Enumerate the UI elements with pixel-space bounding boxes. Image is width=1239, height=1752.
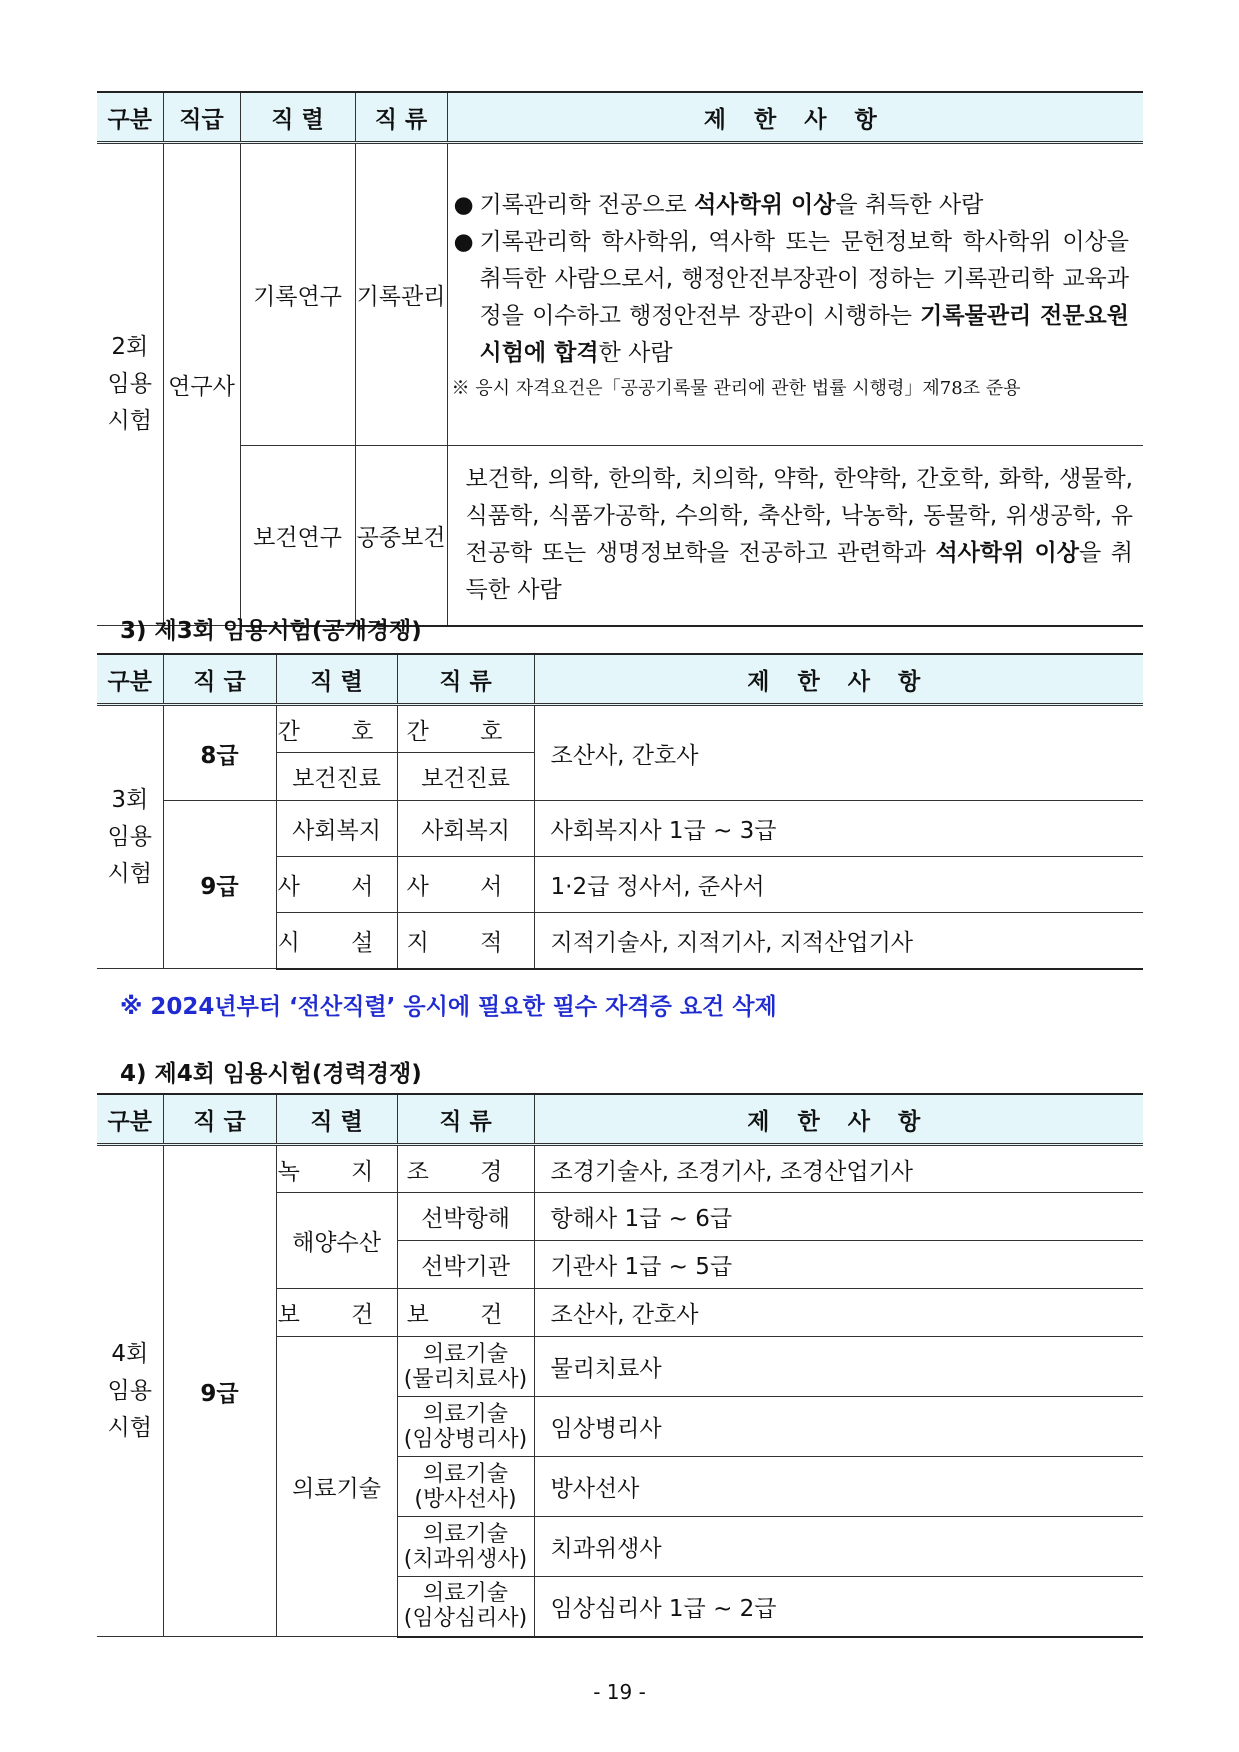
header-restrictions: 제 한 사 항	[534, 1094, 1143, 1145]
table-header-row	[97, 1094, 1143, 1145]
table-4th-exam	[97, 1093, 1143, 1638]
class-cell: 간 호	[397, 705, 534, 753]
class-cell: 조 경	[397, 1145, 534, 1193]
class-line: 의료기술	[422, 1401, 508, 1427]
requirements-cell: 지적기술사, 지적기사, 지적산업기사	[534, 913, 1143, 969]
series-cell: 기록연구	[240, 143, 355, 446]
header-class: 직 류	[397, 654, 534, 705]
series-cell: 시 설	[276, 913, 397, 969]
page-number: - 19 -	[593, 1680, 646, 1704]
class-cell: 선박기관	[397, 1241, 534, 1289]
table-header-row	[97, 654, 1143, 705]
table-row	[97, 801, 1143, 857]
series-cell: 녹 지	[276, 1145, 397, 1193]
class-line: 의료기술	[422, 1581, 508, 1607]
req-text-bold: 석사학위 이상	[694, 192, 836, 218]
table-row	[97, 705, 1143, 753]
group-line: 3회	[111, 786, 149, 813]
section-title-4th: 4) 제4회 임용시험(경력경쟁)	[120, 1061, 422, 1087]
req-text: 한 사람	[598, 340, 673, 366]
table-row	[97, 143, 1143, 446]
requirements-cell	[447, 143, 1143, 446]
requirements-cell: 조산사, 간호사	[534, 705, 1143, 801]
group-line: 시험	[107, 408, 152, 434]
requirements-cell: 물리치료사	[534, 1337, 1143, 1397]
requirements-cell: 조경기술사, 조경기사, 조경산업기사	[534, 1145, 1143, 1193]
class-cell	[397, 1517, 534, 1577]
group-line: 4회	[111, 1340, 149, 1367]
requirements-cell: 조산사, 간호사	[534, 1289, 1143, 1337]
legal-note: ※ 응시 자격요건은「공공기록물 관리에 관한 법률 시행령」제78조 준용	[451, 378, 1021, 399]
class-cell	[397, 1457, 534, 1517]
series-cell: 의료기술	[276, 1337, 397, 1637]
requirements-cell: 임상병리사	[534, 1397, 1143, 1457]
requirements-cell: 방사선사	[534, 1457, 1143, 1517]
header-series: 직 렬	[276, 1094, 397, 1145]
exam-group-cell	[97, 143, 163, 626]
header-category: 구분	[97, 92, 163, 143]
table-3rd-exam	[97, 653, 1143, 970]
class-line: 의료기술	[422, 1521, 508, 1547]
notice-text: ※ 2024년부터 ‘전산직렬’ 응시에 필요한 필수 자격증 요건 삭제	[120, 994, 777, 1020]
requirements-cell: 임상심리사 1급 ~ 2급	[534, 1577, 1143, 1637]
table-row	[97, 446, 1143, 626]
class-cell: 공중보건	[355, 446, 447, 626]
class-cell: 보 건	[397, 1289, 534, 1337]
requirements-cell: 치과위생사	[534, 1517, 1143, 1577]
header-rank: 직 급	[163, 1094, 276, 1145]
header-series: 직 렬	[276, 654, 397, 705]
header-rank: 직 급	[163, 654, 276, 705]
class-cell: 선박항해	[397, 1193, 534, 1241]
series-cell: 보 건	[276, 1289, 397, 1337]
list-item	[454, 187, 1130, 224]
group-line: 임용	[107, 371, 152, 397]
group-line: 임용	[107, 823, 152, 850]
rank-cell: 9급	[163, 1145, 276, 1637]
class-cell: 보건진료	[397, 753, 534, 801]
requirements-cell: 항해사 1급 ~ 6급	[534, 1193, 1143, 1241]
class-line: 의료기술	[422, 1341, 508, 1367]
requirements-list	[448, 179, 1144, 380]
series-cell: 해양수산	[276, 1193, 397, 1289]
rank-cell: 9급	[163, 801, 276, 969]
series-cell: 보건진료	[276, 753, 397, 801]
req-text-bold: 석사학위 이상	[935, 540, 1079, 567]
rank-cell: 8급	[163, 705, 276, 801]
group-line: 임용	[107, 1377, 152, 1404]
class-cell: 기록관리	[355, 143, 447, 446]
class-line: (임상심리사)	[403, 1606, 528, 1632]
requirements-cell: 1·2급 정사서, 준사서	[534, 857, 1143, 913]
class-line: (임상병리사)	[403, 1426, 528, 1452]
table-2nd-exam	[97, 91, 1143, 627]
group-line: 2회	[111, 334, 149, 360]
series-cell: 간 호	[276, 705, 397, 753]
rank-cell: 연구사	[163, 143, 240, 626]
class-cell	[397, 1337, 534, 1397]
header-restrictions: 제 한 사 항	[534, 654, 1143, 705]
requirements-cell: 사회복지사 1급 ~ 3급	[534, 801, 1143, 857]
class-cell: 사회복지	[397, 801, 534, 857]
series-cell: 사회복지	[276, 801, 397, 857]
group-line: 시험	[107, 1414, 152, 1441]
req-text: 을 취득한 사람	[465, 540, 1133, 604]
header-category: 구분	[97, 1094, 163, 1145]
class-line: (방사선사)	[414, 1486, 517, 1512]
class-cell	[397, 1577, 534, 1637]
exam-group-cell	[97, 705, 163, 969]
class-line: (치과위생사)	[403, 1546, 528, 1572]
exam-group-cell	[97, 1145, 163, 1637]
header-rank: 직급	[163, 92, 240, 143]
req-text: 기록관리학 학사학위, 역사학 또는 문헌정보학 학사학위 이상을 취득한 사람으로서, 행정안전부장관이 정하는 기록관리학 교육과정을 이수하고 행정안전부 장관이 시행하는	[479, 229, 1129, 329]
requirements-cell: 기관사 1급 ~ 5급	[534, 1241, 1143, 1289]
class-cell	[397, 1397, 534, 1457]
header-class: 직 류	[397, 1094, 534, 1145]
table-header-row	[97, 92, 1143, 143]
series-cell: 보건연구	[240, 446, 355, 626]
requirements-cell	[447, 446, 1143, 626]
class-line: (물리치료사)	[403, 1366, 528, 1392]
list-item	[454, 224, 1130, 372]
bullet-icon: ●	[453, 229, 474, 255]
req-text: 보건학, 의학, 한의학, 치의학, 약학, 한약학, 간호학, 화학, 생물학, 식품학, 식품가공학, 수의학, 축산학, 낙농학, 동물학, 위생공학, 유전공학 또는 생명정보학을 전공하고 관련학과	[465, 466, 1133, 567]
class-cell: 사 서	[397, 857, 534, 913]
group-line: 시험	[107, 860, 152, 887]
req-text-bold: 기록물관리 전문요원 시험에 합격	[479, 303, 1129, 366]
class-line: 의료기술	[422, 1461, 508, 1487]
header-restrictions: 제 한 사 항	[447, 92, 1143, 143]
header-category: 구분	[97, 654, 163, 705]
series-cell: 사 서	[276, 857, 397, 913]
req-text: 을 취득한 사람	[835, 192, 984, 218]
bullet-icon: ●	[453, 192, 474, 218]
header-series: 직 렬	[240, 92, 355, 143]
req-text: 기록관리학 전공으로	[479, 192, 695, 218]
table-row	[97, 1145, 1143, 1193]
requirements-text	[448, 451, 1144, 619]
section-title-3rd: 3) 제3회 임용시험(공개경쟁)	[120, 618, 422, 644]
class-cell: 지 적	[397, 913, 534, 969]
header-class: 직 류	[355, 92, 447, 143]
